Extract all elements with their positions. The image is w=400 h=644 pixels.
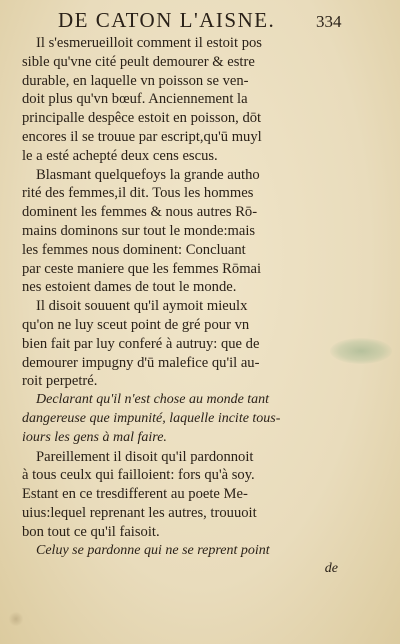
text-line: doit plus qu'vn bœuf. Anciennement la [22,91,248,108]
text-line: bon tout ce qu'il faisoit. [22,523,160,540]
text-block [22,34,362,579]
text-line: principalle despêce estoit en poisson, dōt [22,110,262,127]
text-line: qu'on ne luy sceut point de gré pour vn [22,316,250,333]
text-line: sible qu'vne cité peult demourer & estre [22,53,255,70]
text-line: Declarant qu'il n'est chose au monde tant [36,392,270,408]
text-line: dominent les femmes & nous autres Rō- [22,204,258,221]
text-line: encores il se trouue par escript,qu'ū muyl [22,128,262,145]
text-line: Il disoit souuent qu'il aymoit mieulx [36,298,248,315]
page-number: 334 [316,12,342,31]
text-line: les femmes nous dominent: Concluant [22,241,246,258]
text-line: mains dominons sur tout le monde:mais [22,222,256,239]
text-line: Il s'esmerueilloit comment il estoit pos [36,35,262,51]
text-line: durable, en laquelle vn poisson se ven- [22,72,249,89]
text-line: iours les gens à mal faire. [22,429,167,445]
text-line: dangereuse que impunité, laquelle incite tous- [22,410,281,426]
running-title: DE CATON L'AISNE. [58,8,276,32]
text-line: bien fait par luy conferé à autruy: que de [22,335,260,352]
text-line: Pareillement il disoit qu'il pardonnoit [36,448,254,465]
text-line: nes estoient dames de tout le monde. [22,279,237,296]
text-line: par ceste maniere que les femmes Rōmai [22,260,262,277]
text-line: demourer impugny d'ū malefice qu'il au- [22,354,260,371]
text-line: Estant en ce tresdifferent au poete Me- [22,486,248,503]
text-line: uius:lequel reprenant les autres, trouuoit [22,504,257,521]
text-line: Celuy se pardonne qui ne se reprent point [36,542,270,558]
text-line: le a esté achepté deux cens escus. [22,147,218,164]
text-line: à tous ceulx qui failloient: fors qu'à soy. [22,467,255,484]
text-line: rité des femmes,il dit. Tous les hommes [22,185,254,202]
paper-stain [330,338,392,364]
text-line: Blasmant quelquefoys la grande autho [36,166,260,183]
paper-foxing [8,612,24,626]
text-line: roit perpetré. [22,373,98,390]
catchword: de [324,561,338,577]
